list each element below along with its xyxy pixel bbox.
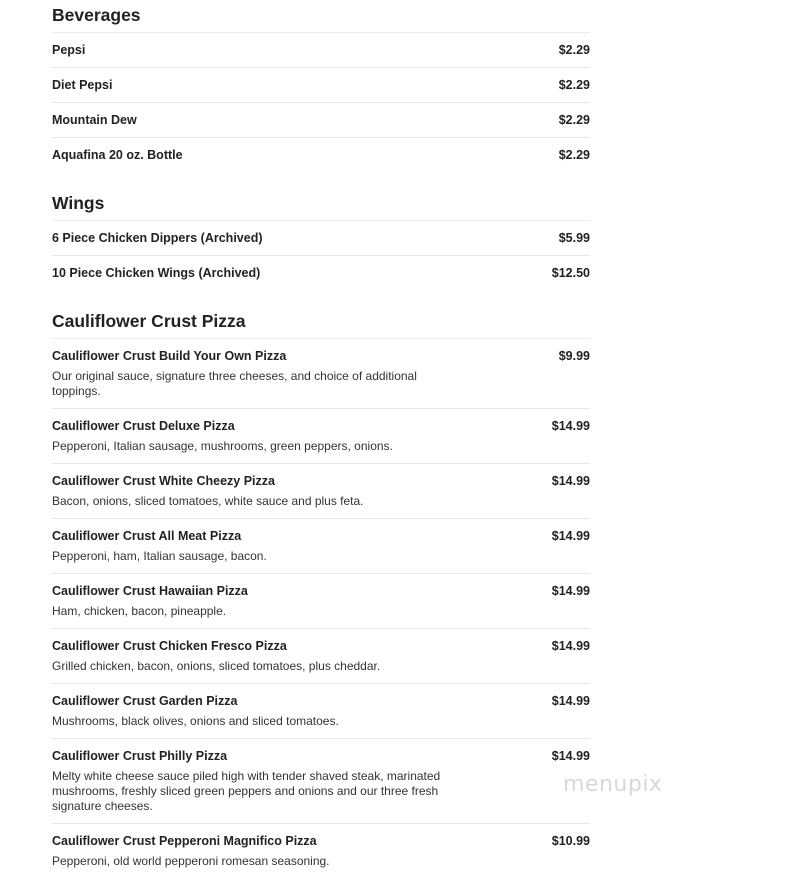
menu-item[interactable] (52, 103, 590, 138)
item-description: Ham, chicken, bacon, pineapple. (52, 604, 227, 618)
item-price: $14.99 (551, 419, 590, 433)
item-name: Cauliflower Crust Philly Pizza (52, 749, 228, 763)
item-price: $10.99 (551, 834, 590, 848)
menu (52, 0, 590, 878)
section-title-cauliflower-crust-pizza: Cauliflower Crust Pizza (52, 306, 590, 339)
item-description: Pepperoni, ham, Italian sausage, bacon. (52, 549, 267, 563)
item-price: $12.50 (551, 266, 590, 280)
menu-item[interactable] (52, 824, 590, 878)
menu-item[interactable] (52, 629, 590, 684)
section-spacer (52, 290, 590, 306)
item-description: Pepperoni, Italian sausage, mushrooms, green peppers, onions. (52, 439, 393, 453)
menu-item[interactable] (52, 256, 590, 290)
item-name: Cauliflower Crust Chicken Fresco Pizza (52, 639, 287, 653)
section-spacer (52, 172, 590, 188)
menupix-watermark: menupix (563, 772, 663, 797)
menu-item[interactable] (52, 519, 590, 574)
item-price: $2.29 (558, 148, 590, 162)
section-title-wings: Wings (52, 188, 590, 221)
item-description: Melty white cheese sauce piled high with tender shaved steak, marinated mushrooms, freshly sliced green peppers and onions and our three fresh signature cheeses. (52, 769, 441, 813)
menu-item[interactable] (52, 739, 590, 824)
item-description: Bacon, onions, sliced tomatoes, white sauce and plus feta. (52, 494, 364, 508)
section-title-beverages: Beverages (52, 0, 590, 33)
item-description: Grilled chicken, bacon, onions, sliced tomatoes, plus cheddar. (52, 659, 381, 673)
menu-item[interactable] (52, 221, 590, 256)
item-name: Cauliflower Crust Build Your Own Pizza (52, 349, 287, 363)
item-name: Cauliflower Crust Deluxe Pizza (52, 419, 235, 433)
item-name: 10 Piece Chicken Wings (Archived) (52, 266, 261, 280)
menu-item[interactable] (52, 574, 590, 629)
item-price: $14.99 (551, 584, 590, 598)
menu-item[interactable] (52, 33, 590, 68)
menu-item[interactable] (52, 138, 590, 172)
item-price: $14.99 (551, 694, 590, 708)
item-description: Our original sauce, signature three cheeses, and choice of additional toppings. (52, 369, 417, 398)
item-price: $14.99 (551, 749, 590, 763)
item-price: $5.99 (558, 231, 590, 245)
item-name: Cauliflower Crust All Meat Pizza (52, 529, 242, 543)
menu-item[interactable] (52, 68, 590, 103)
menu-item[interactable] (52, 684, 590, 739)
item-price: $14.99 (551, 474, 590, 488)
item-price: $14.99 (551, 529, 590, 543)
item-name: Cauliflower Crust White Cheezy Pizza (52, 474, 275, 488)
item-price: $9.99 (558, 349, 590, 363)
item-name: Cauliflower Crust Garden Pizza (52, 694, 238, 708)
item-price: $2.29 (558, 78, 590, 92)
menu-item[interactable] (52, 339, 590, 409)
item-description: Pepperoni, old world pepperoni romesan seasoning. (52, 854, 330, 868)
item-name: Diet Pepsi (52, 78, 113, 92)
item-name: Cauliflower Crust Pepperoni Magnifico Pizza (52, 834, 317, 848)
item-name: Pepsi (52, 43, 86, 57)
item-name: Mountain Dew (52, 113, 137, 127)
menu-item[interactable] (52, 409, 590, 464)
item-price: $2.29 (558, 113, 590, 127)
item-price: $2.29 (558, 43, 590, 57)
item-name: Aquafina 20 oz. Bottle (52, 148, 183, 162)
item-description: Mushrooms, black olives, onions and sliced tomatoes. (52, 714, 339, 728)
item-price: $14.99 (551, 639, 590, 653)
item-name: 6 Piece Chicken Dippers (Archived) (52, 231, 263, 245)
item-name: Cauliflower Crust Hawaiian Pizza (52, 584, 248, 598)
menu-item[interactable] (52, 464, 590, 519)
